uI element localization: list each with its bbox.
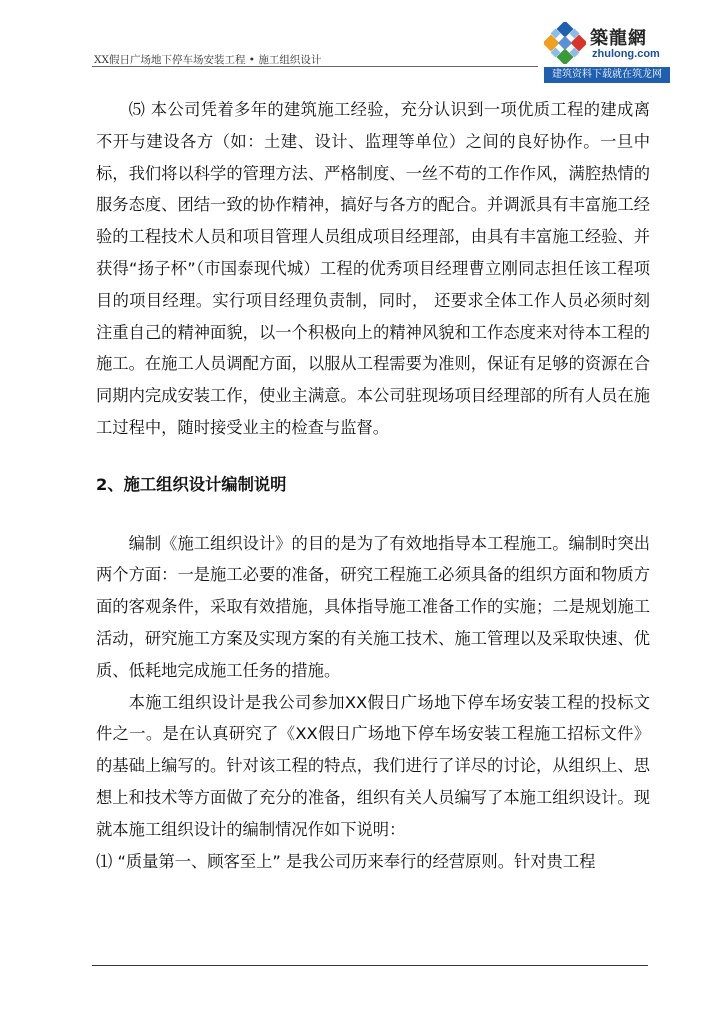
logo-name: 築龍網 bbox=[590, 28, 647, 49]
logo-mark-icon bbox=[544, 22, 586, 64]
paragraph-purpose: 编制《施工组织设计》的目的是为了有效地指导本工程施工。编制时突出两个方面：一是施工必要的准备，研究工程施工必须具备的组织方面和物质方面的客观条件，采取有效措施，具体指导施工准备工作的实施；二是规划施工活动，研究施工方案及实现方案的有关施工技术、施工管理以及采取快速、优质、低耗地完成施工任务的措施。 bbox=[96, 533, 650, 680]
zhulong-logo bbox=[544, 22, 670, 86]
header-rule bbox=[92, 66, 538, 67]
document-body bbox=[96, 94, 650, 877]
paragraph-basis: 本施工组织设计是我公司参加XX假日广场地下停车场安装工程的投标文件之一。是在认真研究了《XX假日广场地下停车场安装工程施工招标文件》的基础上编写的。针对该工程的特点，我们进行了详尽的讨论，从组织上、思想上和技术等方面做了充分的准备，组织有关人员编写了本施工组织设计。现就本施工组织设计的编制情况作如下说明： bbox=[96, 692, 650, 839]
footer-rule bbox=[92, 965, 648, 966]
header-title: XX假日广场地下停车场安装工程 • 施工组织设计 bbox=[94, 54, 322, 66]
logo-tagline: 建筑资料下载就在筑龙网 bbox=[544, 67, 670, 83]
section-title: 2、施工组织设计编制说明 bbox=[96, 474, 287, 494]
paragraph-1: ⑴ “质量第一、顾客至上” 是我公司历来奉行的经营原则。针对贵工程 bbox=[96, 851, 596, 871]
paragraph-5: ⑸ 本公司凭着多年的建筑施工经验，充分认识到一项优质工程的建成离不开与建设各方（如：土建、设计、监理等单位）之间的良好协作。一旦中标，我们将以科学的管理方法、严格制度、一丝不苟的工作作风，满腔热情的服务态度、团结一致的协作精神，搞好与各方的配合。并调派具有丰富施工经验的工程技术人员和项目管理人员组成项目经理部，由具有丰富施工经验、并获得“扬子杯”（市国泰现代城）工程的优秀项目经理曹立刚同志担任该工程项目的项目经理。实行项目经理负责制，同时， 还要求全体工作人员必须时刻注重自己的精神面貌，以一个积极向上的精神风貌和工作态度来对待本工程的施工。在施工人员调配方面，以服从工程需要为准则，保证有足够的资源在合同期内完成安装工作，使业主满意。本公司驻现场项目经理部的所有人员在施工过程中，随时接受业主的检查与监督。 bbox=[96, 100, 650, 437]
logo-url: zhulong.com bbox=[592, 48, 660, 60]
